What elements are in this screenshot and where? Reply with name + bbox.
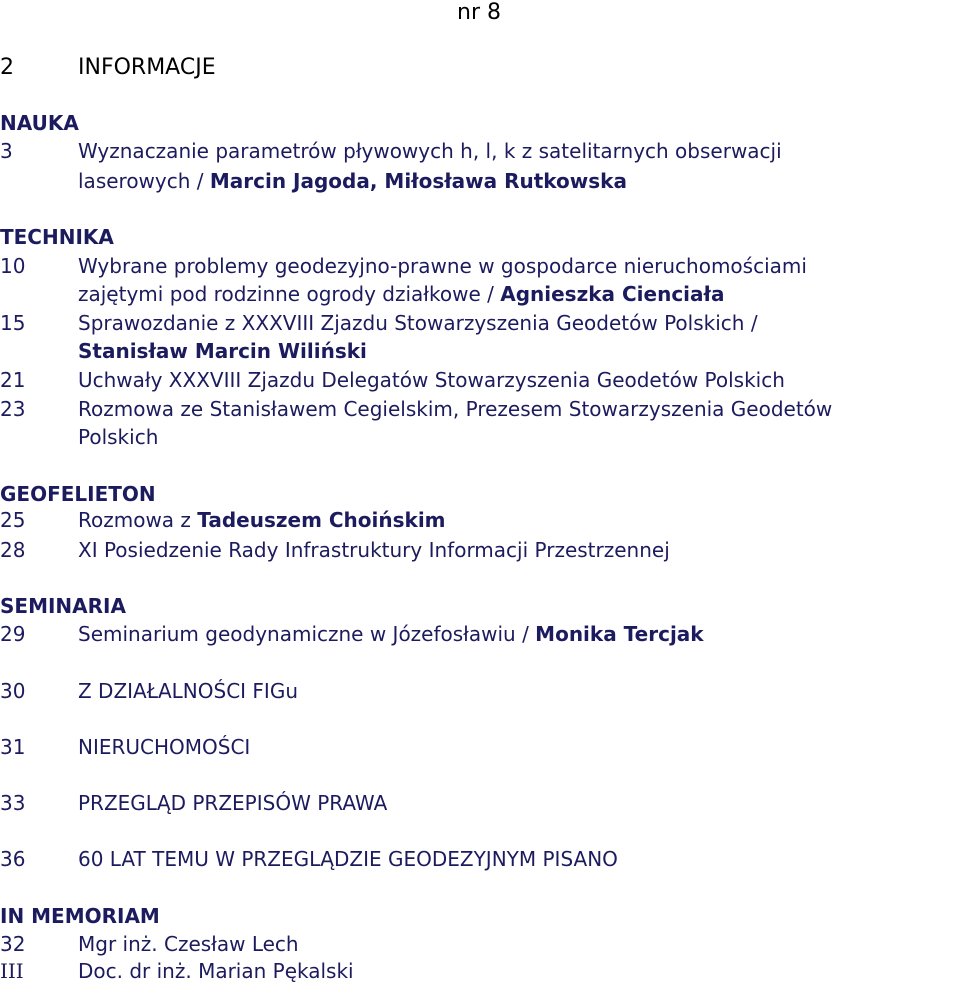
- entry-title: Rozmowa z: [78, 508, 198, 532]
- page-number: 23: [0, 397, 26, 421]
- page-number: 3: [0, 139, 13, 163]
- entry-author: Marcin Jagoda, Miłosława Rutkowska: [209, 169, 627, 193]
- page-number: 21: [0, 368, 26, 392]
- entry-title: NIERUCHOMOŚCI: [78, 735, 251, 759]
- entry-title: INFORMACJE: [78, 55, 216, 80]
- entry-author: Monika Tercjak: [535, 622, 704, 646]
- entry-title: Doc. dr inż. Marian Pękalski: [78, 959, 354, 983]
- page-number: 32: [0, 932, 26, 956]
- page-number: 36: [0, 847, 26, 871]
- entry-author: Stanisław Marcin Wiliński: [78, 339, 367, 363]
- page-number: 30: [0, 679, 26, 703]
- section-heading-seminaria: SEMINARIA: [0, 594, 126, 618]
- entry-title: XI Posiedzenie Rady Infrastruktury Informacji Przestrzennej: [78, 538, 670, 562]
- entry-author: Agnieszka Cienciała: [500, 282, 725, 306]
- entry-title-cont: Polskich: [78, 425, 159, 449]
- section-heading-geofelieton: GEOFELIETON: [0, 482, 156, 506]
- entry-title: Wybrane problemy geodezyjno-prawne w gospodarce nieruchomościami: [78, 254, 807, 278]
- entry-title: Uchwały XXXVIII Zjazdu Delegatów Stowarzyszenia Geodetów Polskich: [78, 368, 785, 392]
- page-number: 31: [0, 735, 26, 759]
- entry-title: Wyznaczanie parametrów pływowych h, l, k z satelitarnych obserwacji: [78, 139, 782, 163]
- page-number: III: [0, 959, 24, 983]
- section-heading-in-memoriam: IN MEMORIAM: [0, 904, 160, 928]
- page-number: 10: [0, 254, 26, 278]
- section-heading-technika: TECHNIKA: [0, 225, 114, 249]
- page-number: 33: [0, 791, 26, 815]
- entry-title: Mgr inż. Czesław Lech: [78, 932, 299, 956]
- page-number: 29: [0, 622, 26, 646]
- page-number: 2: [0, 55, 14, 80]
- section-heading-nauka: NAUKA: [0, 111, 79, 135]
- page-number: 28: [0, 538, 26, 562]
- entry-author: Tadeuszem Choińskim: [197, 508, 446, 532]
- entry-title-cont: zajętymi pod rodzinne ogrody działkowe /: [78, 282, 501, 306]
- entry-title: Seminarium geodynamiczne w Józefosławiu /: [78, 622, 536, 646]
- entry-title: 60 LAT TEMU W PRZEGLĄDZIE GEODEZYJNYM PISANO: [78, 847, 618, 871]
- entry-title: Z DZIAŁALNOŚCI FIGu: [78, 679, 298, 703]
- page-number: 15: [0, 311, 26, 335]
- entry-title: Sprawozdanie z XXXVIII Zjazdu Stowarzyszenia Geodetów Polskich /: [78, 311, 758, 335]
- page-number: 25: [0, 508, 26, 532]
- entry-title: Rozmowa ze Stanisławem Cegielskim, Prezesem Stowarzyszenia Geodetów: [78, 397, 833, 421]
- entry-title-cont: laserowych /: [78, 169, 210, 193]
- issue-number: nr 8: [457, 0, 501, 25]
- entry-title: PRZEGLĄD PRZEPISÓW PRAWA: [78, 791, 388, 815]
